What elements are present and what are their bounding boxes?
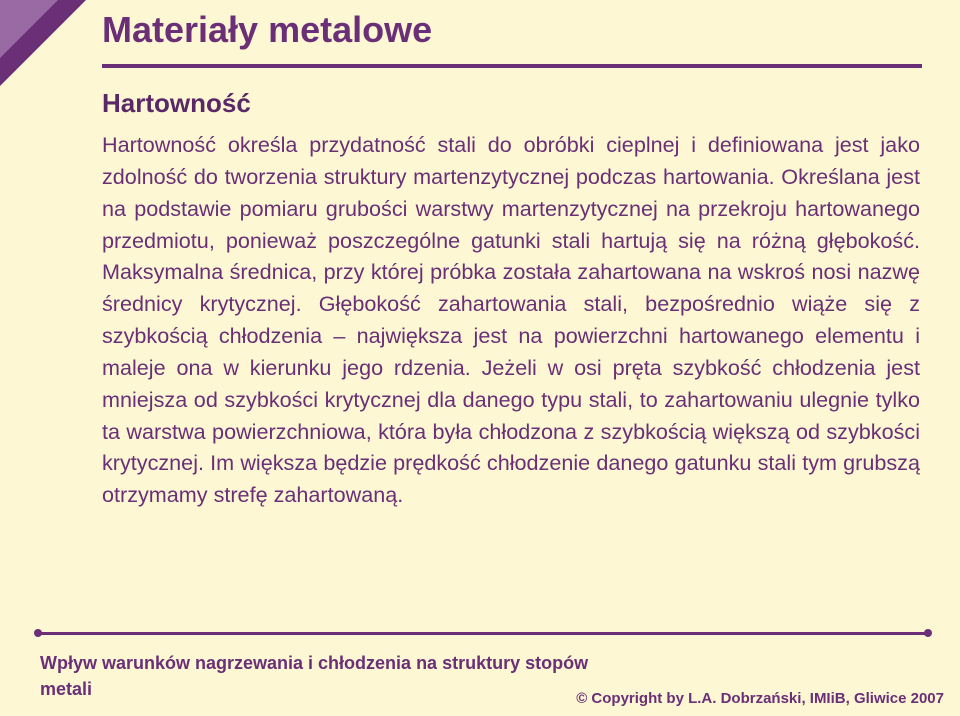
title-divider xyxy=(102,64,922,68)
footer-title: Wpływ warunków nagrzewania i chłodzenia na struktury stopów metali xyxy=(40,653,589,699)
divider-dot-right xyxy=(924,629,932,637)
copyright-notice: © Copyright by L.A. Dobrzański, IMIiB, Gliwice 2007 xyxy=(576,690,944,707)
section-heading: Hartowność xyxy=(102,88,251,118)
footer-divider xyxy=(38,632,928,635)
slide-title: Materiały metalowe xyxy=(102,9,433,50)
body-paragraph: Hartowność określa przydatność stali do obróbki cieplnej i definiowana jest jako zdolność do tworzenia struktury martenzytycznej podczas hartowania. Określana jest na podstawie pomiaru grubości warstwy martenzytycznej na przekroju hartowanego przedmiotu, ponieważ poszczególne gatunki stali hartują się na różną głębokość. Maksymalna średnica, przy której próbka została zahartowana na wskroś nosi nazwę średnicy krytycznej. Głębokość zahartowania stali, bezpośrednio wiąże się z szybkością chłodzenia – największa jest na powierzchni hartowanego elementu i maleje ona w kierunku jego rdzenia. Jeżeli w osi pręta szybkość chłodzenia jest mniejsza od szybkości krytycznej dla danego typu stali, to zahartowaniu ulegnie tylko ta warstwa powierzchniowa, która była chłodzona z szybkością większą od szybkości krytycznej. Im większa będzie prędkość chłodzenie danego gatunku stali tym grubszą otrzymamy strefę zahartowaną. xyxy=(102,132,920,508)
corner-decoration-inner xyxy=(0,0,58,58)
divider-dot-left xyxy=(34,629,42,637)
